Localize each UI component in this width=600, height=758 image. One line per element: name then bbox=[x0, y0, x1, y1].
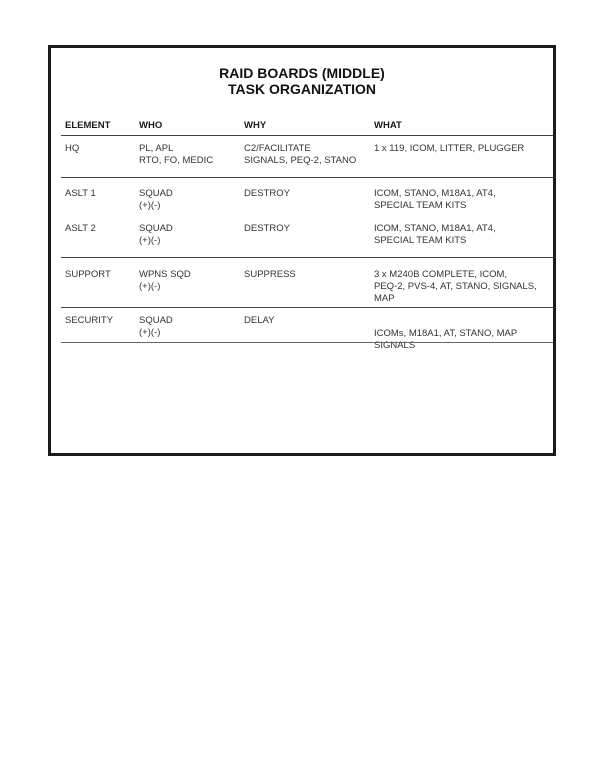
board-subtitle: TASK ORGANIZATION bbox=[227, 81, 377, 97]
row-support-element: SUPPORT bbox=[65, 269, 111, 280]
row-aslt1-what: ICOM, STANO, M18A1, AT4, SPECIAL TEAM KITS bbox=[374, 188, 496, 211]
row-support-who: WPNS SQD (+)(-) bbox=[139, 269, 191, 292]
row-aslt1-why: DESTROY bbox=[244, 188, 290, 199]
header-what: WHAT bbox=[374, 120, 402, 131]
header-why: WHY bbox=[244, 120, 267, 131]
row-hq-element: HQ bbox=[65, 143, 80, 154]
board-title: RAID BOARDS (MIDDLE) bbox=[219, 65, 385, 81]
header-who: WHO bbox=[139, 120, 163, 131]
row-support-what: 3 x M240B COMPLETE, ICOM, PEQ-2, PVS-4, AT, STANO, SIGNALS, MAP bbox=[374, 269, 537, 304]
task-organization-board bbox=[48, 45, 556, 456]
row-aslt2-what: ICOM, STANO, M18A1, AT4, SPECIAL TEAM KITS bbox=[374, 223, 496, 246]
header-element: ELEMENT bbox=[65, 120, 111, 131]
row-security-what: ICOMs, M18A1, AT, STANO, MAP SIGNALS bbox=[374, 328, 518, 351]
row-divider bbox=[61, 177, 553, 178]
row-hq-who: PL, APL RTO, FO, MEDIC bbox=[139, 143, 214, 166]
header-divider bbox=[61, 135, 553, 136]
row-support-why: SUPPRESS bbox=[244, 269, 296, 280]
row-aslt2-element: ASLT 2 bbox=[65, 223, 96, 234]
row-security-why: DELAY bbox=[244, 315, 275, 326]
row-divider bbox=[61, 342, 553, 343]
row-aslt1-who: SQUAD (+)(-) bbox=[139, 188, 173, 211]
row-aslt2-who: SQUAD (+)(-) bbox=[139, 223, 173, 246]
row-aslt2-why: DESTROY bbox=[244, 223, 290, 234]
row-security-who: SQUAD (+)(-) bbox=[139, 315, 173, 338]
row-divider bbox=[61, 307, 553, 308]
row-hq-why: C2/FACILITATE SIGNALS, PEQ-2, STANO bbox=[244, 143, 357, 166]
row-security-element: SECURITY bbox=[65, 315, 114, 326]
row-divider bbox=[61, 257, 553, 258]
row-aslt1-element: ASLT 1 bbox=[65, 188, 96, 199]
row-hq-what: 1 x 119, ICOM, LITTER, PLUGGER bbox=[374, 143, 525, 154]
